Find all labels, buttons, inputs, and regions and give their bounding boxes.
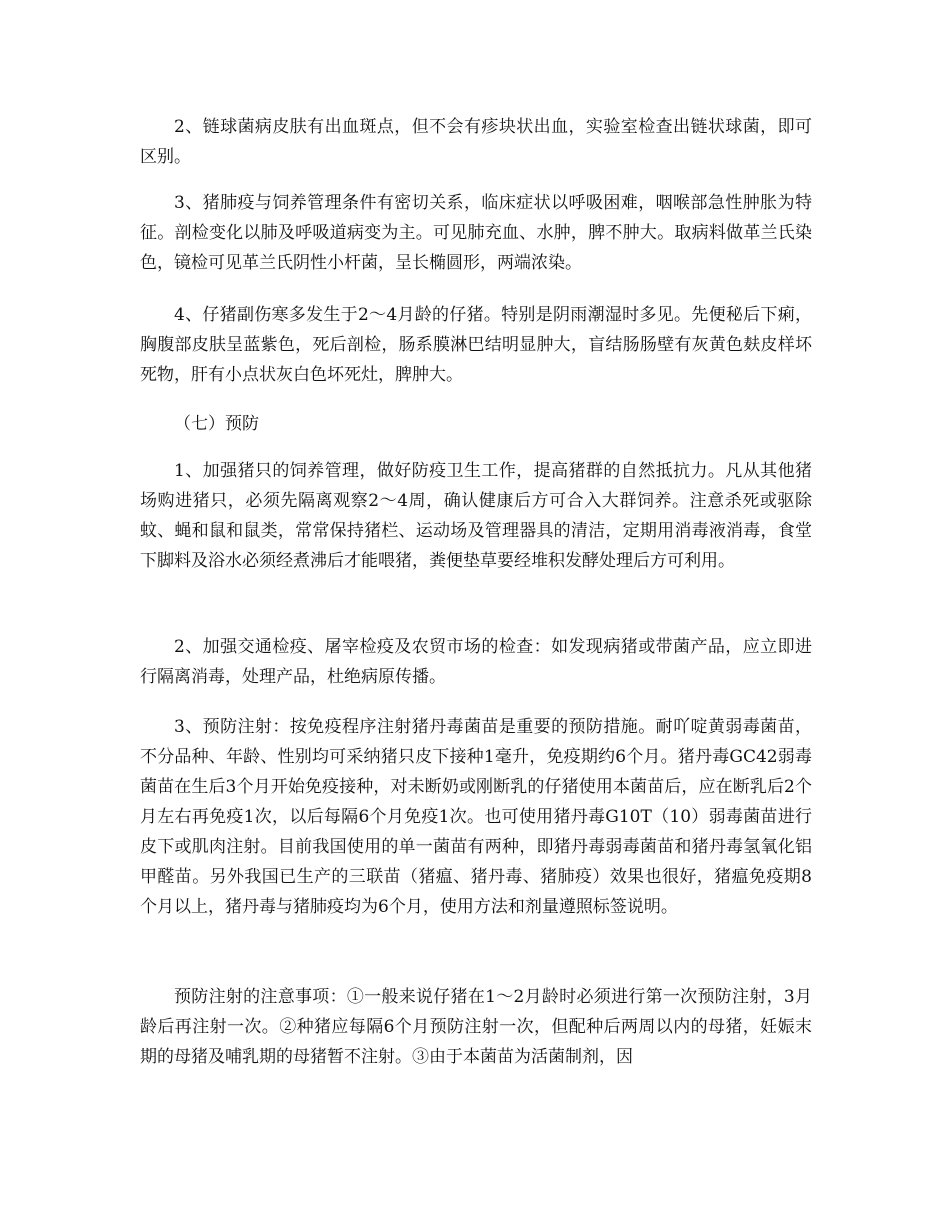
paragraph-swine-plague: 3、猪肺疫与饲养管理条件有密切关系，临床症状以呼吸困难，咽喉部急性肿胀为特征。剖检变化以肺及呼吸道病变为主。可见肺充血、水肿，脾不肿大。取病料做革兰氏染色，镜检可见革兰氏阴性小杆菌，呈长椭圆形，两端浓染。	[140, 193, 812, 273]
paragraph-paratyphoid: 4、仔猪副伤寒多发生于2～4月龄的仔猪。特别是阴雨潮湿时多见。先便秘后下痢，胸腹部皮肤呈蓝紫色，死后剖检，肠系膜淋巴结明显肿大，盲结肠肠壁有灰黄色麸皮样坏死物，肝有小点状灰白色坏死灶，脾肿大。	[140, 305, 812, 385]
paragraph-injection-notes: 预防注射的注意事项：①一般来说仔猪在1～2月龄时必须进行第一次预防注射，3月龄后再注射一次。②种猪应每隔6个月预防注射一次，但配种后两周以内的母猪，妊娠末期的母猪及哺乳期的母猪暂不注射。③由于本菌苗为活菌制剂，因	[140, 987, 812, 1067]
paragraph-management: 1、加强猪只的饲养管理，做好防疫卫生工作，提高猪群的自然抵抗力。凡从其他猪场购进猪只，必须先隔离观察2～4周，确认健康后方可合入大群饲养。注意杀死或驱除蚊、蝇和鼠和鼠类，常常保持猪栏、运动场及管理器具的清洁，定期用消毒液消毒，食堂下脚料及浴水必须经煮沸后才能喂猪，粪便垫草要经堆积发酵处理后方可利用。	[140, 461, 812, 571]
section-heading-prevention: （七）预防	[174, 414, 259, 434]
paragraph-quarantine: 2、加强交通检疫、屠宰检疫及农贸市场的检查：如发现病猪或带菌产品，应立即进行隔离消毒，处理产品，杜绝病原传播。	[140, 637, 812, 687]
paragraph-streptococcus: 2、链球菌病皮肤有出血斑点，但不会有疹块状出血，实验室检查出链状球菌，即可区别。	[140, 117, 812, 167]
paragraph-vaccination: 3、预防注射：按免疫程序注射猪丹毒菌苗是重要的预防措施。耐吖啶黄弱毒菌苗，不分品种、年龄、性别均可采纳猪只皮下接种1毫升，免疫期约6个月。猪丹毒GC42弱毒菌苗在生后3个月开始免疫接种，对未断奶或刚断乳的仔猪使用本菌苗后，应在断乳后2个月左右再免疫1次，以后每隔6个月免疫1次。也可使用猪丹毒G10T（10）弱毒菌苗进行皮下或肌肉注射。目前我国使用的单一菌苗有两种，即猪丹毒弱毒菌苗和猪丹毒氢氧化铝甲醛苗。另外我国已生产的三联苗（猪瘟、猪丹毒、猪肺疫）效果也很好，猪瘟免疫期8个月以上，猪丹毒与猪肺疫均为6个月，使用方法和剂量遵照标签说明。	[140, 717, 812, 917]
